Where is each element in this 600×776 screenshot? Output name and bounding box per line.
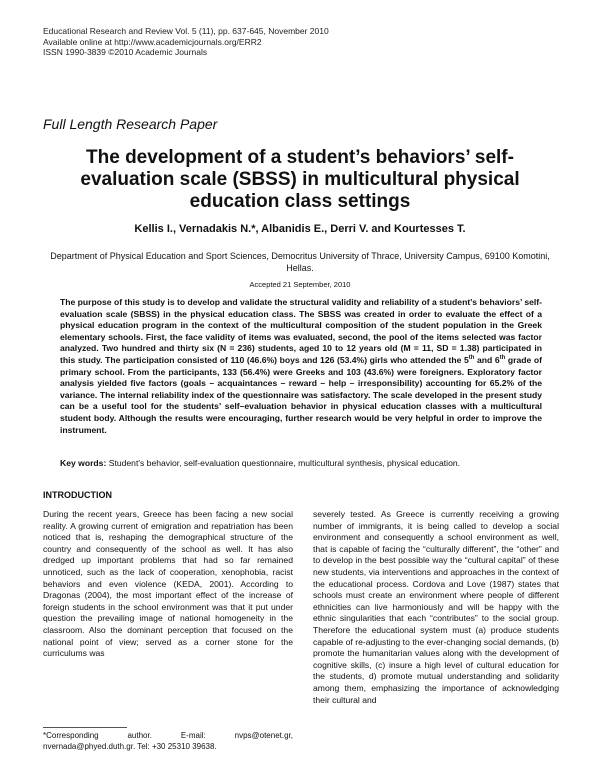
journal-header	[43, 26, 329, 58]
journal-issn: ISSN 1990-3839 ©2010 Academic Journals	[43, 47, 208, 57]
corresponding-author-footnote: *Corresponding author. E-mail: nvps@otenet.gr, nvernada@phyed.duth.gr. Tel: +30 25310 39638.	[43, 731, 293, 751]
accepted-date: Accepted 21 September, 2010	[249, 280, 351, 289]
superscript-th: th	[468, 355, 475, 362]
footnote-divider	[43, 727, 127, 728]
keywords	[60, 458, 542, 469]
author-list: Kellis I., Vernadakis N.*, Albanidis E., Derri V. and Kourtesses T.	[134, 223, 466, 235]
abstract-part-3: grade of primary school. From the participants, 133 (56.4%) were Greeks and 103 (43.6%) were foreigners. Exploratory factor analysis yielded five factors (goals – acquaintances – reward – help – irresponsibility) accounting for 65.2% of the variance. The internal reliability index of the questionnaire was satisfactory. The scale developed in the present study can be a useful tool for the students’ self–evaluation behavior in physical education classes with a multicultural student body. Although the results were encouraging, further research would be very helpful in order to improve the instrument.	[60, 354, 542, 435]
abstract	[60, 297, 542, 436]
section-heading: INTRODUCTION	[43, 490, 112, 500]
paper-type: Full Length Research Paper	[43, 116, 218, 132]
body-column-right: severely tested. As Greece is currently receiving a growing number of immigrants, it is being called to develop a social environment and consequently a school environment as well, that is capable of facing the “culturally different”, the “other” and to develop in the best possible way the “cultural capital” of these new students, via interventions and approaches in the context of the educational process. Cordova and Love (1987) states that schools must create an environment where people of different ethnicities can live harmoniously and will be happy with the ethnic singularities that each “contributes” to the social group. Therefore the educational system must (a) produce students capable of re-adjusting to the ever-changing social demands, (b) promote the humanitarian values along with the development of cognitive skills, (c) insure a high level of cultural education for the students, d) promote mutual understanding and solidarity among them, emphasizing the importance of acknowledging their cultural and	[313, 509, 559, 705]
journal-url[interactable]: Available online at http://www.academicjournals.org/ERR2	[43, 36, 262, 47]
superscript-th: th	[499, 355, 506, 362]
keywords-label: Key words:	[60, 458, 107, 468]
abstract-part-2: and 6	[474, 354, 500, 365]
journal-citation: Educational Research and Review Vol. 5 (11), pp. 637-645, November 2010	[43, 26, 329, 36]
body-column-left: During the recent years, Greece has been facing a new social reality. A growing current of emigration and repatriation has been noticed that is, reshaping the demographical structure of the country and consequently of the school as well. It has also dredged up important problems that had so far remained unnoticed, such as the lack of cooperation, xenophobia, racist behaviors and even violence (KEDA, 2001). According to Dragonas (2004), the most important effect of the increase of foreign students in the school environment was that it put under question the prevailing image of national homogeneity in the classroom. Also the dominant perception that focused on the national point of view; served as a corner stone for the curriculums was	[43, 509, 293, 659]
affiliation: Department of Physical Education and Sport Sciences, Democritus University of Thrace, University Campus, 69100 Komotini, Hellas.	[50, 251, 550, 273]
keywords-text: Student's behavior, self-evaluation questionnaire, multicultural synthesis, physical education.	[106, 458, 461, 468]
abstract-part-1: The purpose of this study is to develop and validate the structural validity and reliability of a student’s behaviors’ self-evaluation scale (SBSS) in the physical education class. The SBSS was created in order to evaluate the effect of a physical education program in the context of the multicultural composition of the student population in the Greek elementary schools. First, the face validity of items was evaluated, second, the pool of the items selected was factor analyzed. Two hundred and thirty six (N = 236) students, aged 10 to 12 years old (M = 11, SD = 1.38) participated in this study. The participation consisted of 110 (46.6%) boys and 126 (53.4%) girls who attended the 5	[60, 297, 542, 365]
paper-title: The development of a student’s behaviors’ self-evaluation scale (SBSS) in multicultural physical education class settings	[80, 147, 520, 212]
